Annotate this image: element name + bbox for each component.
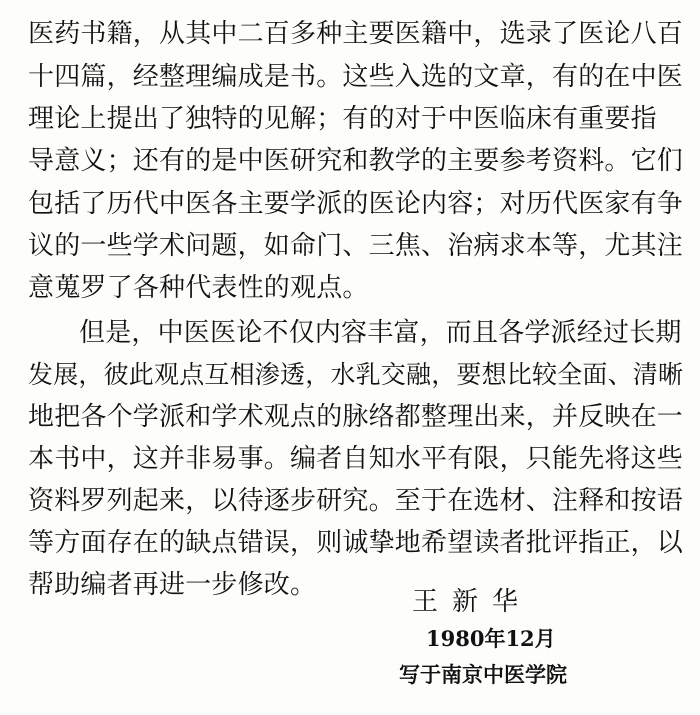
text-line: 理论上提出了独特的见解；有的对于中医临床有重要指 — [28, 104, 657, 134]
text-line: 地把各个学派和学术观点的脉络都整理出来，并反映在一 — [28, 402, 684, 432]
text-line: 但是，中医医论不仅内容丰富，而且各学派经过长期 — [79, 318, 682, 348]
text-line: 资料罗列起来，以待逐步研究。至于在选材、注释和按语 — [28, 486, 684, 516]
text-line: 议的一些学术问题，如命门、三焦、治病求本等，尤其注 — [28, 231, 684, 261]
author-name: 王新华 — [412, 587, 533, 617]
text-line: 医药书籍，从其中二百多种主要医籍中，选录了医论八百 — [28, 19, 684, 49]
text-line: 帮助编者再进一步修改。 — [28, 570, 317, 600]
author-place: 写于南京中医学院 — [399, 662, 567, 687]
author-date: 1980年12月 — [426, 626, 556, 651]
text-line: 发展，彼此观点互相渗透，水乳交融，要想比较全面、清晰 — [28, 360, 684, 389]
text-line: 等方面存在的缺点错误，则诚挚地希望读者批评指正，以 — [28, 528, 684, 558]
text-line: 包括了历代中医各主要学派的医论内容；对历代医家有争 — [28, 189, 684, 219]
text-line: 十四篇，经整理编成是书。这些入选的文章，有的在中医 — [28, 62, 684, 92]
text-line: 意蒐罗了各种代表性的观点。 — [28, 273, 369, 303]
text-line: 本书中，这并非易事。编者自知水平有限，只能先将这些 — [28, 444, 684, 474]
text-line: 导意义；还有的是中医研究和教学的主要参考资料。它们 — [28, 146, 684, 176]
